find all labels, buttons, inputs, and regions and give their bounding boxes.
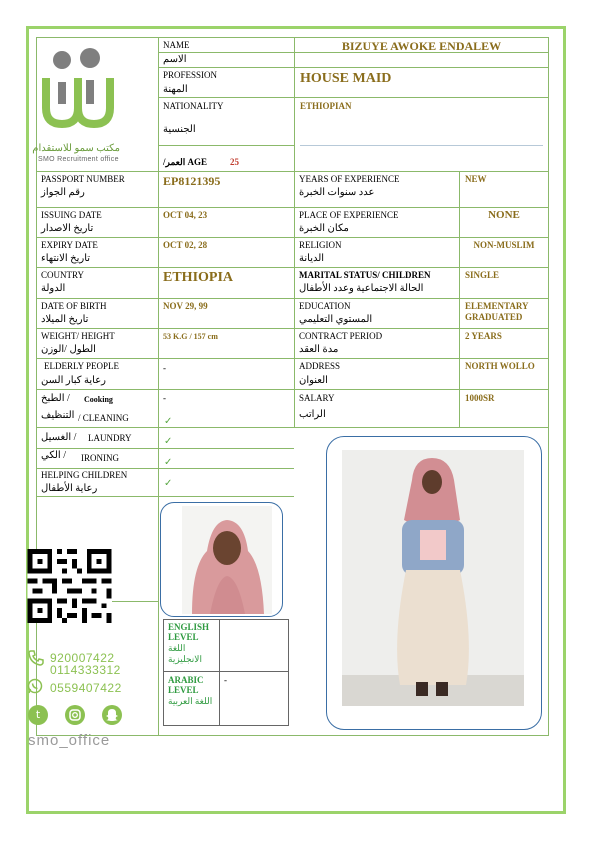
instagram-icon[interactable] <box>65 705 85 725</box>
marital-status-value: SINGLE <box>465 270 500 280</box>
expiry-date-label: EXPIRY DATE <box>41 240 98 250</box>
contract-period-value: 2 YEARS <box>465 331 502 341</box>
experience-place-label-ar: مكان الخبرة <box>299 223 349 234</box>
phone-icon <box>28 650 44 666</box>
elderly-label: ELDERLY PEOPLE <box>44 361 120 371</box>
twitter-icon[interactable]: t <box>28 705 48 725</box>
name-value: BIZUYE AWOKE ENDALEW <box>341 39 502 53</box>
contract-period-label: CONTRACT PERIOD <box>299 331 383 341</box>
english-level-label: ENGLISH LEVEL <box>168 622 210 642</box>
profession-label-ar: المهنة <box>163 84 188 95</box>
education-label: EDUCATION <box>299 301 351 311</box>
country-label: COUNTRY <box>41 270 85 280</box>
laundry-check-icon: ✓ <box>164 436 173 447</box>
agency-name-en: SMO Recruitment office <box>38 156 119 163</box>
weight-height-value: 53 K.G / 157 cm <box>163 332 218 341</box>
marital-status-label: MARITAL STATUS/ CHILDREN <box>299 270 431 280</box>
cooking-value: - <box>163 393 166 403</box>
laundry-label: LAUNDRY <box>88 433 132 443</box>
religion-label-ar: الديانة <box>299 253 325 264</box>
profession-label: PROFESSION <box>163 70 218 80</box>
nationality-value: ETHIOPIAN <box>300 101 352 111</box>
experience-place-value: NONE <box>488 209 520 221</box>
education-value: ELEMENTARY GRADUATED <box>465 301 529 322</box>
phone-number-1: 920007422 <box>50 651 115 665</box>
agency-logo <box>40 42 120 142</box>
experience-place-label: PLACE OF EXPERIENCE <box>299 210 399 220</box>
name-label-ar: الاسم <box>163 54 187 65</box>
religion-value: NON-MUSLIM <box>473 240 535 250</box>
expiry-date-value: OCT 02, 28 <box>163 240 208 250</box>
social-handle: smo_office <box>28 732 111 749</box>
portrait-photo-frame <box>160 502 283 617</box>
salary-value: 1000SR <box>465 393 495 403</box>
passport-label-ar: رقم الجواز <box>41 187 85 198</box>
arabic-level-value: - <box>224 675 227 685</box>
country-label-ar: الدولة <box>41 283 66 294</box>
cooking-label: Cooking <box>84 395 113 404</box>
passport-value: EP8121395 <box>163 174 221 188</box>
ironing-label-ar: الكي / <box>41 450 66 461</box>
phone-number-2: 0114333312 <box>50 663 121 677</box>
snapchat-icon[interactable] <box>102 705 122 725</box>
religion-label: RELIGION <box>299 240 342 250</box>
marital-status-label-ar: الحالة الاجتماعية وعدد الأطفال <box>299 283 424 294</box>
address-label-ar: العنوان <box>299 375 328 386</box>
ironing-label: IRONING <box>81 453 119 463</box>
helping-children-check-icon: ✓ <box>164 478 173 489</box>
qr-code <box>27 549 112 623</box>
cleaning-check-icon: ✓ <box>164 416 173 427</box>
experience-years-value: NEW <box>465 174 487 184</box>
agency-name-ar: مكتب سمو للاستقدام <box>32 143 120 154</box>
portrait-photo <box>182 506 272 614</box>
contract-period-label-ar: مدة العقد <box>299 344 339 355</box>
full-body-photo-frame <box>326 436 542 730</box>
salary-label: SALARY <box>299 393 335 403</box>
address-value: NORTH WOLLO <box>465 361 535 371</box>
name-label: NAME <box>163 40 190 50</box>
nationality-label-ar: الجنسية <box>163 124 196 135</box>
address-label: ADDRESS <box>299 361 341 371</box>
salary-label-ar: الراتب <box>299 409 326 420</box>
ironing-check-icon: ✓ <box>164 457 173 468</box>
experience-years-label-ar: عدد سنوات الخبرة <box>299 187 375 198</box>
expiry-date-label-ar: تاريخ الانتهاء <box>41 253 91 264</box>
country-value: ETHIOPIA <box>163 270 234 285</box>
weight-height-label-ar: الطول /الوزن <box>41 344 96 355</box>
cooking-label-ar: الطبخ / <box>41 393 70 404</box>
education-label-ar: المستوي التعليمي <box>299 314 373 325</box>
whatsapp-icon <box>27 678 43 694</box>
age-label: /العمر AGE <box>163 157 208 167</box>
laundry-label-ar: الغسيل / <box>41 432 77 443</box>
helping-children-label-ar: رعاية الأطفال <box>41 483 98 494</box>
dob-label-ar: تاريخ الميلاد <box>41 314 89 325</box>
nationality-label: NATIONALITY <box>163 101 224 111</box>
weight-height-label: WEIGHT/ HEIGHT <box>41 331 115 341</box>
elderly-label-ar: رعاية كبار السن <box>41 375 106 386</box>
profession-value: HOUSE MAID <box>300 71 392 86</box>
full-body-photo <box>342 450 524 706</box>
whatsapp-number: 0559407422 <box>50 681 122 695</box>
experience-years-label: YEARS OF EXPERIENCE <box>299 174 400 184</box>
issuing-date-label: ISSUING DATE <box>41 210 102 220</box>
arabic-level-label: ARABIC LEVEL <box>168 675 204 695</box>
elderly-value: - <box>163 363 166 373</box>
dob-label: DATE OF BIRTH <box>41 301 107 311</box>
english-level-label-ar: اللغة الانجليزية <box>168 643 202 664</box>
helping-children-label: HELPING CHILDREN <box>41 470 128 480</box>
cleaning-label: / CLEANING <box>78 413 129 423</box>
issuing-date-value: OCT 04, 23 <box>163 210 208 220</box>
passport-label: PASSPORT NUMBER <box>41 174 125 184</box>
cleaning-label-ar: التنظيف <box>41 410 75 421</box>
age-value: 25 <box>230 157 239 167</box>
issuing-date-label-ar: تاريخ الاصدار <box>41 223 94 234</box>
dob-value: NOV 29, 99 <box>163 301 208 311</box>
arabic-level-label-ar: اللغة العربية <box>168 696 213 706</box>
